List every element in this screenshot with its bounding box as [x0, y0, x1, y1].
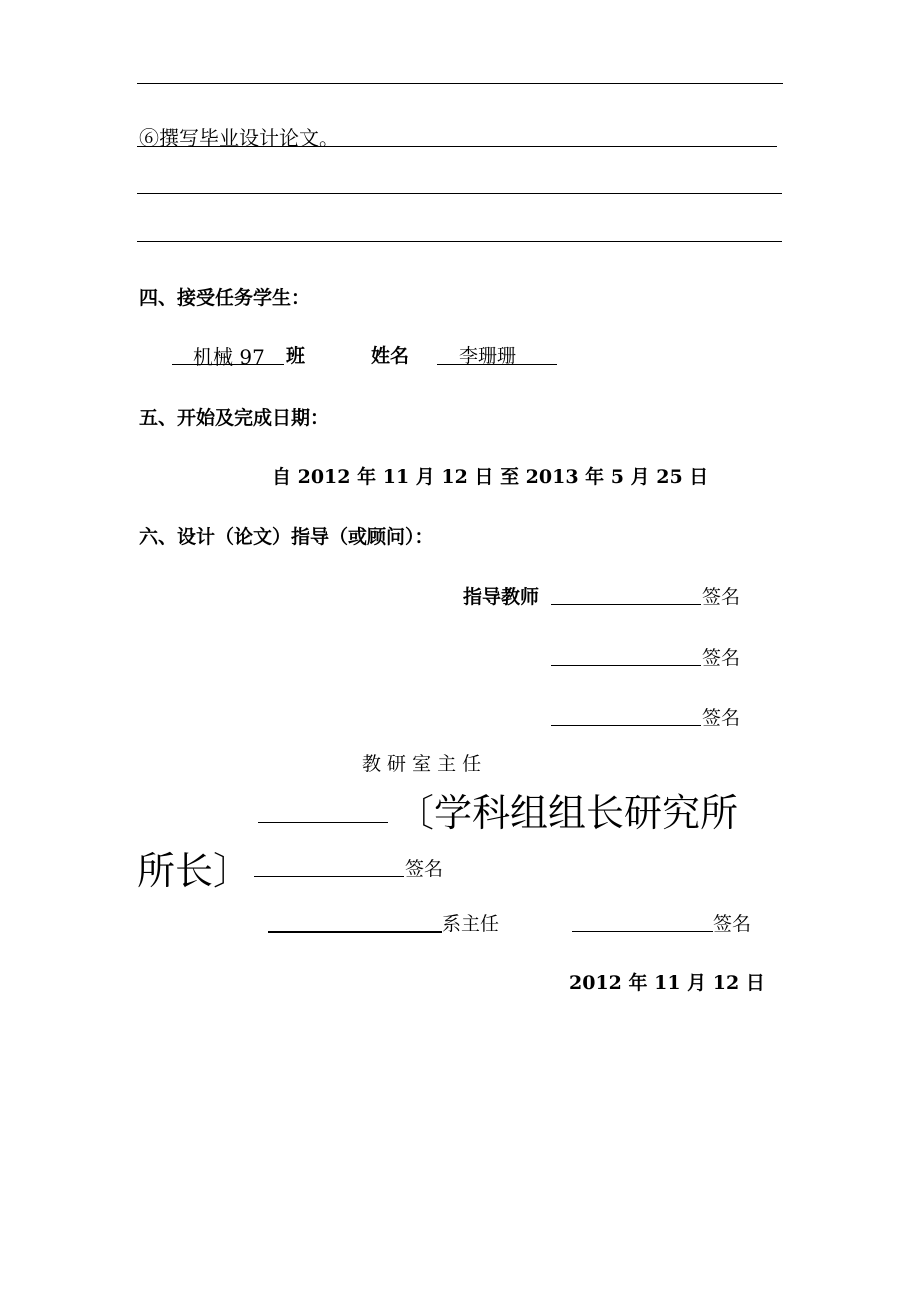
advisor-signature-line-2: [551, 665, 701, 666]
dept-head-line: [268, 931, 442, 933]
sign-label-4: 签名: [405, 858, 444, 880]
class-suffix: 班: [286, 345, 306, 367]
advisor-label: 指导教师: [463, 586, 540, 608]
sign-label-5: 签名: [713, 913, 752, 935]
advisor-signature-line-1: [551, 604, 701, 605]
dept-head-signature-line: [572, 931, 713, 932]
date-range: 自 2012 年 11 月 12 日 至 2013 年 5 月 25 日: [272, 466, 709, 488]
section-4-heading: 四、接受任务学生：: [139, 287, 311, 309]
class-value: 机械 97: [193, 345, 265, 369]
dept-head-label: 系主任: [442, 913, 500, 935]
lab-director-label: 教 研 室 主 任: [362, 753, 482, 775]
group-leader-signature-line: [254, 876, 404, 877]
student-name-value: 李珊珊: [459, 345, 517, 367]
sign-label-3: 签名: [702, 707, 741, 729]
blank-line-2: [137, 241, 782, 242]
task-item-6-underline: [137, 146, 777, 147]
blank-line-1: [137, 193, 782, 194]
student-name-label: 姓名: [371, 345, 410, 367]
task-item-6: ⑥撰写毕业设计论文。: [139, 126, 339, 150]
advisor-signature-line-3: [551, 725, 701, 726]
sign-label-2: 签名: [702, 647, 741, 669]
group-leader-label-line2: 所长〕: [137, 849, 252, 893]
sign-label-1: 签名: [702, 586, 741, 608]
approval-date: 2012 年 11 月 12 日: [569, 972, 765, 994]
section-5-heading: 五、开始及完成日期：: [139, 407, 330, 429]
lab-director-line: [258, 822, 388, 823]
group-leader-label-line1: 〔学科组组长研究所: [396, 791, 739, 835]
top-rule: [137, 83, 783, 84]
section-6-heading: 六、设计（论文）指导（或顾问）：: [139, 526, 434, 548]
